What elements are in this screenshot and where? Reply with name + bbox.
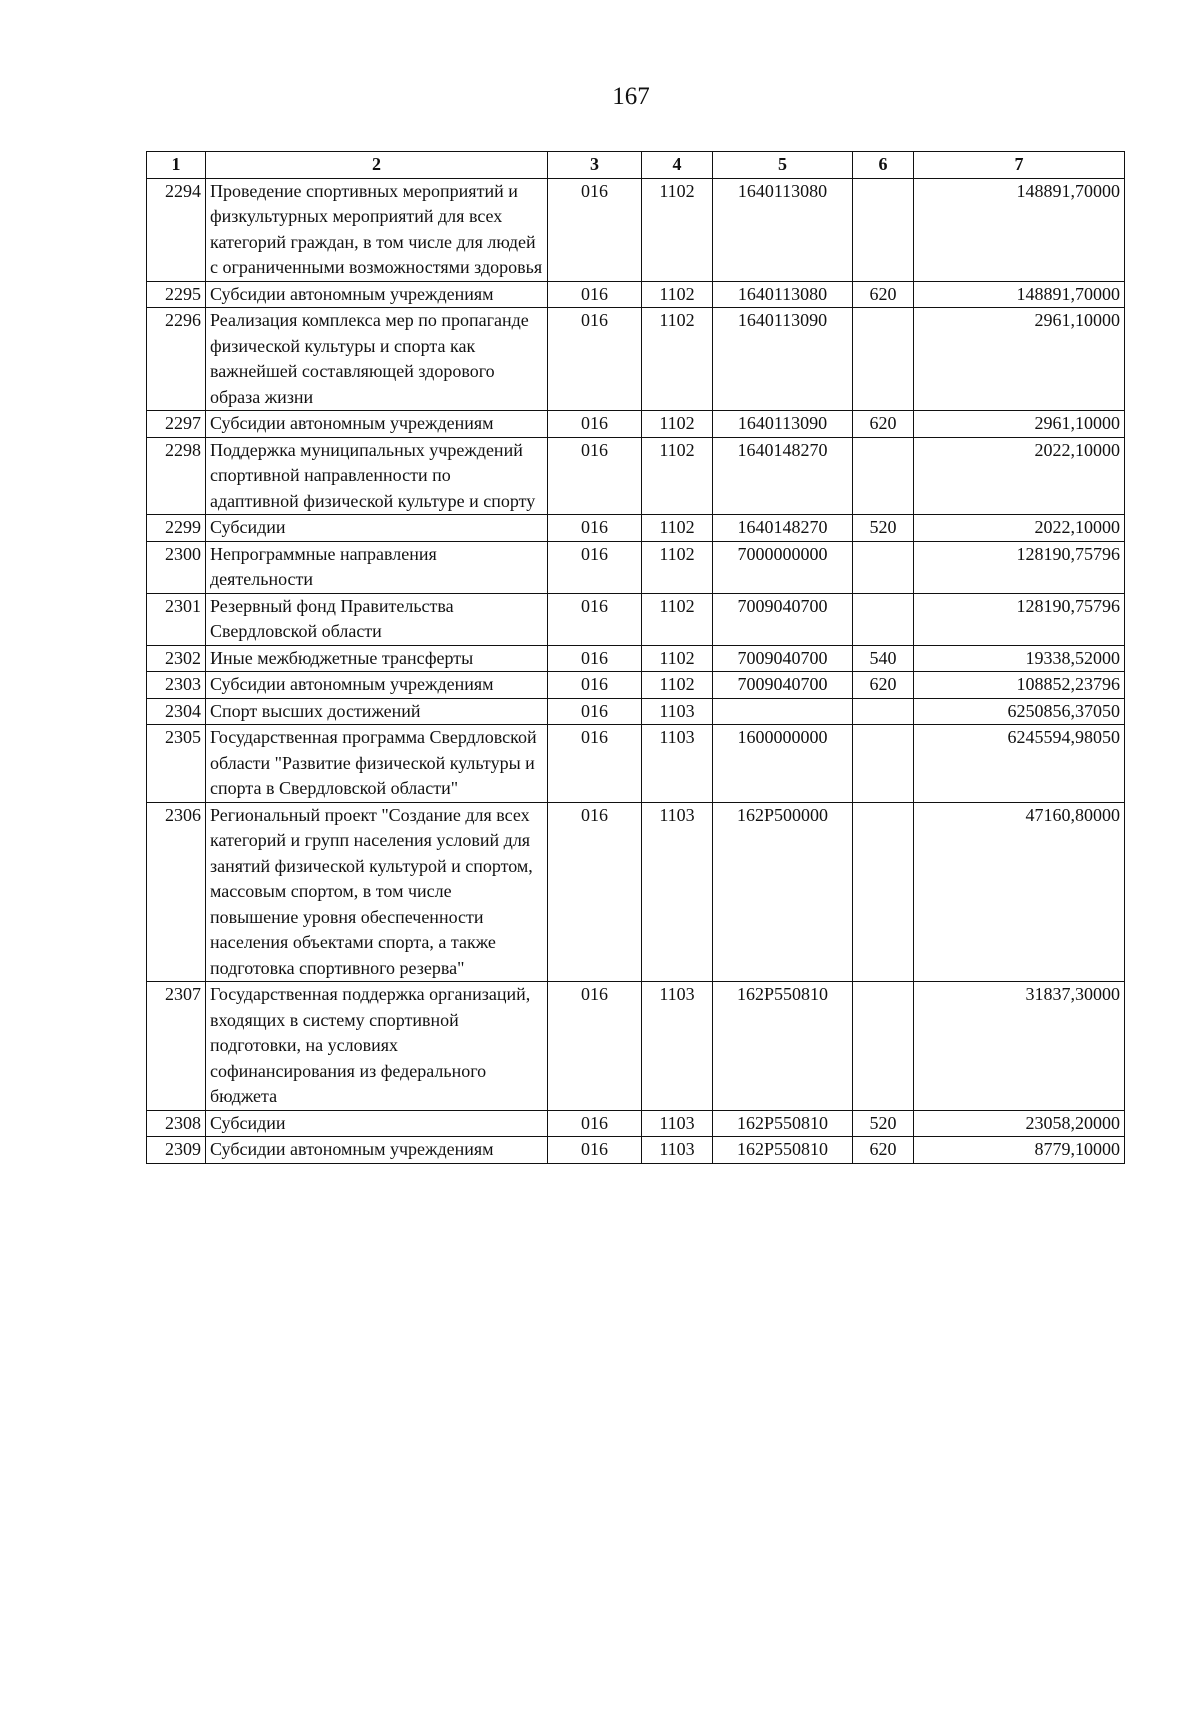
row-number: 2302	[147, 645, 206, 672]
row-amount: 47160,80000	[914, 802, 1125, 982]
row-section-code: 1103	[642, 802, 713, 982]
row-name: Поддержка муниципальных учреждений спортивной направленности по адаптивной физической культуре и спорту	[206, 437, 548, 515]
table-row	[147, 802, 1125, 982]
row-amount: 23058,20000	[914, 1110, 1125, 1137]
table-row	[147, 541, 1125, 593]
row-name: Проведение спортивных мероприятий и физкультурных мероприятий для всех категорий граждан, в том числе для людей с ограниченными возможностями здоровья	[206, 178, 548, 281]
table-row	[147, 178, 1125, 281]
row-expense-type: 620	[853, 411, 914, 438]
row-section-code: 1102	[642, 515, 713, 542]
row-name: Реализация комплекса мер по пропаганде физической культуры и спорта как важнейшей составляющей здорового образа жизни	[206, 308, 548, 411]
row-target-article: 162P550810	[713, 982, 853, 1111]
row-department-code: 016	[548, 281, 642, 308]
row-amount: 108852,23796	[914, 672, 1125, 699]
row-amount: 2961,10000	[914, 411, 1125, 438]
table-row	[147, 593, 1125, 645]
row-department-code: 016	[548, 725, 642, 803]
table-row	[147, 1137, 1125, 1164]
row-number: 2308	[147, 1110, 206, 1137]
row-department-code: 016	[548, 645, 642, 672]
row-department-code: 016	[548, 1110, 642, 1137]
row-name: Субсидии	[206, 515, 548, 542]
row-department-code: 016	[548, 1137, 642, 1164]
column-header: 3	[548, 152, 642, 179]
row-name: Спорт высших достижений	[206, 698, 548, 725]
row-target-article: 162P550810	[713, 1110, 853, 1137]
row-expense-type: 620	[853, 281, 914, 308]
table-row	[147, 698, 1125, 725]
row-target-article: 7009040700	[713, 593, 853, 645]
row-amount: 19338,52000	[914, 645, 1125, 672]
row-target-article: 1640148270	[713, 515, 853, 542]
row-department-code: 016	[548, 982, 642, 1111]
row-expense-type	[853, 982, 914, 1111]
row-number: 2305	[147, 725, 206, 803]
row-name: Субсидии автономным учреждениям	[206, 281, 548, 308]
row-department-code: 016	[548, 802, 642, 982]
row-department-code: 016	[548, 698, 642, 725]
table-row	[147, 672, 1125, 699]
row-name: Непрограммные направления деятельности	[206, 541, 548, 593]
row-number: 2300	[147, 541, 206, 593]
row-section-code: 1102	[642, 672, 713, 699]
row-expense-type	[853, 802, 914, 982]
row-amount: 2022,10000	[914, 437, 1125, 515]
row-name: Субсидии автономным учреждениям	[206, 411, 548, 438]
row-amount: 128190,75796	[914, 541, 1125, 593]
row-number: 2299	[147, 515, 206, 542]
row-number: 2298	[147, 437, 206, 515]
row-department-code: 016	[548, 541, 642, 593]
row-target-article	[713, 698, 853, 725]
column-header: 5	[713, 152, 853, 179]
row-expense-type	[853, 593, 914, 645]
row-amount: 128190,75796	[914, 593, 1125, 645]
row-expense-type: 520	[853, 1110, 914, 1137]
row-amount: 6250856,37050	[914, 698, 1125, 725]
row-section-code: 1103	[642, 698, 713, 725]
row-department-code: 016	[548, 411, 642, 438]
row-number: 2303	[147, 672, 206, 699]
row-section-code: 1102	[642, 437, 713, 515]
column-header: 4	[642, 152, 713, 179]
row-number: 2296	[147, 308, 206, 411]
row-expense-type: 540	[853, 645, 914, 672]
column-header: 1	[147, 152, 206, 179]
row-section-code: 1102	[642, 541, 713, 593]
row-target-article: 1640113090	[713, 308, 853, 411]
row-name: Субсидии автономным учреждениям	[206, 1137, 548, 1164]
table-row	[147, 515, 1125, 542]
column-header: 6	[853, 152, 914, 179]
row-section-code: 1102	[642, 645, 713, 672]
row-number: 2304	[147, 698, 206, 725]
row-name: Региональный проект "Создание для всех категорий и групп населения условий для занятий физической культурой и спортом, массовым спортом, в том числе повышение уровня обеспеченности населения объектами спорта, а также подготовка спортивного резерва"	[206, 802, 548, 982]
row-target-article: 1600000000	[713, 725, 853, 803]
row-target-article: 162P550810	[713, 1137, 853, 1164]
column-header: 2	[206, 152, 548, 179]
row-number: 2307	[147, 982, 206, 1111]
row-department-code: 016	[548, 672, 642, 699]
row-target-article: 7009040700	[713, 672, 853, 699]
row-amount: 148891,70000	[914, 281, 1125, 308]
row-expense-type	[853, 437, 914, 515]
row-name: Государственная программа Свердловской области "Развитие физической культуры и спорта в Свердловской области"	[206, 725, 548, 803]
row-amount: 2022,10000	[914, 515, 1125, 542]
table-body	[147, 178, 1125, 1163]
row-section-code: 1102	[642, 593, 713, 645]
row-name: Субсидии автономным учреждениям	[206, 672, 548, 699]
row-expense-type	[853, 178, 914, 281]
table-row	[147, 645, 1125, 672]
table-row	[147, 411, 1125, 438]
table-row	[147, 308, 1125, 411]
table-row	[147, 437, 1125, 515]
row-section-code: 1103	[642, 982, 713, 1111]
row-section-code: 1103	[642, 1110, 713, 1137]
row-amount: 8779,10000	[914, 1137, 1125, 1164]
row-section-code: 1102	[642, 281, 713, 308]
table-row	[147, 1110, 1125, 1137]
row-number: 2297	[147, 411, 206, 438]
row-section-code: 1102	[642, 411, 713, 438]
row-number: 2309	[147, 1137, 206, 1164]
row-department-code: 016	[548, 593, 642, 645]
row-expense-type	[853, 541, 914, 593]
row-target-article: 1640148270	[713, 437, 853, 515]
row-target-article: 1640113080	[713, 178, 853, 281]
table-row	[147, 725, 1125, 803]
row-expense-type: 620	[853, 1137, 914, 1164]
table-row	[147, 281, 1125, 308]
table-header-row	[147, 152, 1125, 179]
row-department-code: 016	[548, 515, 642, 542]
row-expense-type	[853, 308, 914, 411]
row-number: 2301	[147, 593, 206, 645]
row-department-code: 016	[548, 437, 642, 515]
row-amount: 31837,30000	[914, 982, 1125, 1111]
row-target-article: 1640113080	[713, 281, 853, 308]
row-number: 2306	[147, 802, 206, 982]
row-name: Иные межбюджетные трансферты	[206, 645, 548, 672]
row-name: Субсидии	[206, 1110, 548, 1137]
row-section-code: 1102	[642, 178, 713, 281]
row-name: Резервный фонд Правительства Свердловской области	[206, 593, 548, 645]
column-header: 7	[914, 152, 1125, 179]
row-target-article: 7000000000	[713, 541, 853, 593]
row-expense-type	[853, 698, 914, 725]
budget-table	[146, 151, 1125, 1164]
row-target-article: 7009040700	[713, 645, 853, 672]
row-section-code: 1102	[642, 308, 713, 411]
row-amount: 2961,10000	[914, 308, 1125, 411]
row-number: 2294	[147, 178, 206, 281]
row-amount: 6245594,98050	[914, 725, 1125, 803]
row-expense-type	[853, 725, 914, 803]
row-section-code: 1103	[642, 725, 713, 803]
row-expense-type: 520	[853, 515, 914, 542]
row-name: Государственная поддержка организаций, входящих в систему спортивной подготовки, на условиях софинансирования из федерального бюджета	[206, 982, 548, 1111]
row-target-article: 162P500000	[713, 802, 853, 982]
table-row	[147, 982, 1125, 1111]
row-department-code: 016	[548, 308, 642, 411]
row-target-article: 1640113090	[713, 411, 853, 438]
row-section-code: 1103	[642, 1137, 713, 1164]
row-department-code: 016	[548, 178, 642, 281]
page-number: 167	[612, 83, 650, 110]
row-number: 2295	[147, 281, 206, 308]
row-amount: 148891,70000	[914, 178, 1125, 281]
row-expense-type: 620	[853, 672, 914, 699]
